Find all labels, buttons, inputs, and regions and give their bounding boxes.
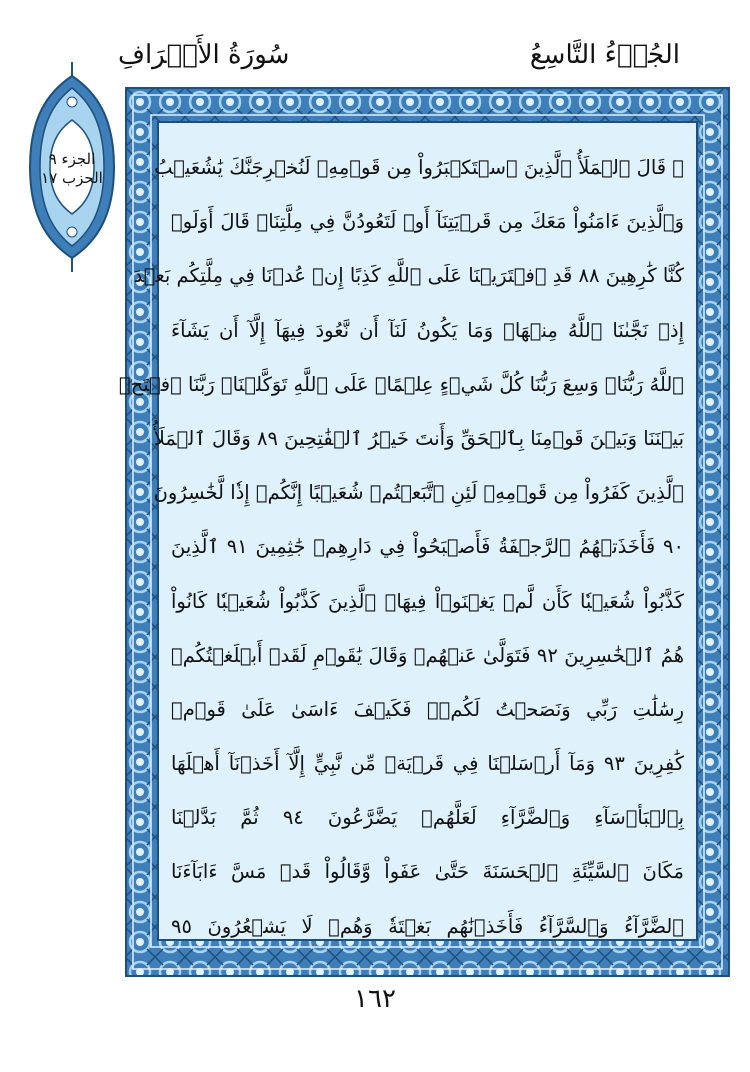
quran-line: ٱللَّهُ رَبُّنَاۚ وَسِعَ رَبُّنَا كُلَّ شَيۡءٍ عِلۡمًاۚ عَلَى ٱللَّهِ تَوَكَّلۡنَاۚ رَبَّنَا ٱفۡتَحۡ (118, 372, 684, 396)
quran-line: بِٱلۡبَأۡسَآءِ وَٱلضَّرَّآءِ لَعَلَّهُمۡ يَضَّرَّعُونَ ٩٤ ثُمَّ بَدَّلۡنَا (171, 806, 684, 830)
juz-number-label: الجزء ٩ (48, 150, 96, 168)
text-panel (118, 121, 698, 941)
quran-line: بَيۡنَنَا وَبَيۡنَ قَوۡمِنَا بِٱلۡحَقِّ وَأَنتَ خَيۡرُ ٱلۡفَٰتِحِينَ ٨٩ وَقَالَ ٱلۡمَلَأُ (153, 426, 684, 450)
quran-line: إِذۡ نَجَّىٰنَا ٱللَّهُ مِنۡهَاۚ وَمَا يَكُونُ لَنَآ أَن نَّعُودَ فِيهَآ إِلَّآ أَن يَشَآءَ (171, 318, 684, 342)
quran-line: مَكَانَ ٱلسَّيِّئَةِ ٱلۡحَسَنَةَ حَتَّىٰ عَفَواْ وَّقَالُواْ قَدۡ مَسَّ ءَابَآءَنَا (171, 860, 684, 884)
quran-line: كَذَّبُواْ شُعَيۡبٗا كَأَن لَّمۡ يَغۡنَوۡاْ فِيهَاۚ ٱلَّذِينَ كَذَّبُواْ شُعَيۡبٗا كَانُواْ (171, 589, 684, 613)
quran-line: ٱلَّذِينَ كَفَرُواْ مِن قَوۡمِهِۦ لَئِنِ ٱتَّبَعۡتُمۡ شُعَيۡبًا إِنَّكُمۡ إِذٗا لَّخَٰسِرُونَ (153, 481, 684, 505)
quran-line: كُنَّا كَٰرِهِينَ ٨٨ قَدِ ٱفۡتَرَيۡنَا عَلَى ٱللَّهِ كَذِبًا إِنۡ عُدۡنَا فِي مِلَّتِكُم بَعۡدَ (133, 264, 684, 288)
quran-line: ٱلضَّرَّآءُ وَٱلسَّرَّآءُ فَأَخَذۡنَٰهُم بَغۡتَةٗ وَهُمۡ لَا يَشۡعُرُونَ ٩٥ (171, 914, 684, 938)
hizb-number-label: الحزب ١٧ (41, 169, 103, 187)
quran-line: رِسَٰلَٰتِ رَبِّي وَنَصَحۡتُ لَكُمۡۖ فَكَيۡفَ ءَاسَىٰ عَلَىٰ قَوۡمٖ (171, 697, 684, 721)
hizb-marker-text (26, 150, 118, 188)
juz-title: الجُزۡءُ التَّاسِعُ (529, 40, 680, 70)
page-number: ١٦٢ (354, 984, 396, 1014)
quran-line: كَٰفِرِينَ ٩٣ وَمَآ أَرۡسَلۡنَا فِي قَرۡيَةٖ مِّن نَّبِيٍّ إِلَّآ أَخَذۡنَآ أَهۡلَهَا (171, 752, 684, 776)
quran-text (118, 141, 684, 954)
quran-line: ۞ قَالَ ٱلۡمَلَأُ ٱلَّذِينَ ٱسۡتَكۡبَرُواْ مِن قَوۡمِهِۦ لَنُخۡرِجَنَّكَ يَٰشُعَيۡبُ (154, 156, 684, 179)
page-frame (118, 87, 730, 977)
quran-line: ٩٠ فَأَخَذَتۡهُمُ ٱلرَّجۡفَةُ فَأَصۡبَحُواْ فِي دَارِهِمۡ جَٰثِمِينَ ٩١ ٱلَّذِينَ (171, 535, 684, 559)
quran-line: هُمُ ٱلۡخَٰسِرِينَ ٩٢ فَتَوَلَّىٰ عَنۡهُمۡ وَقَالَ يَٰقَوۡمِ لَقَدۡ أَبۡلَغۡتُكُمۡ (171, 643, 684, 667)
quran-line: وَٱلَّذِينَ ءَامَنُواْ مَعَكَ مِن قَرۡيَتِنَآ أَوۡ لَتَعُودُنَّ فِي مِلَّتِنَاۚ قَالَ أَوَلَوۡ (171, 210, 684, 234)
surah-title: سُورَةُ الأَعۡرَافِ (118, 40, 290, 70)
